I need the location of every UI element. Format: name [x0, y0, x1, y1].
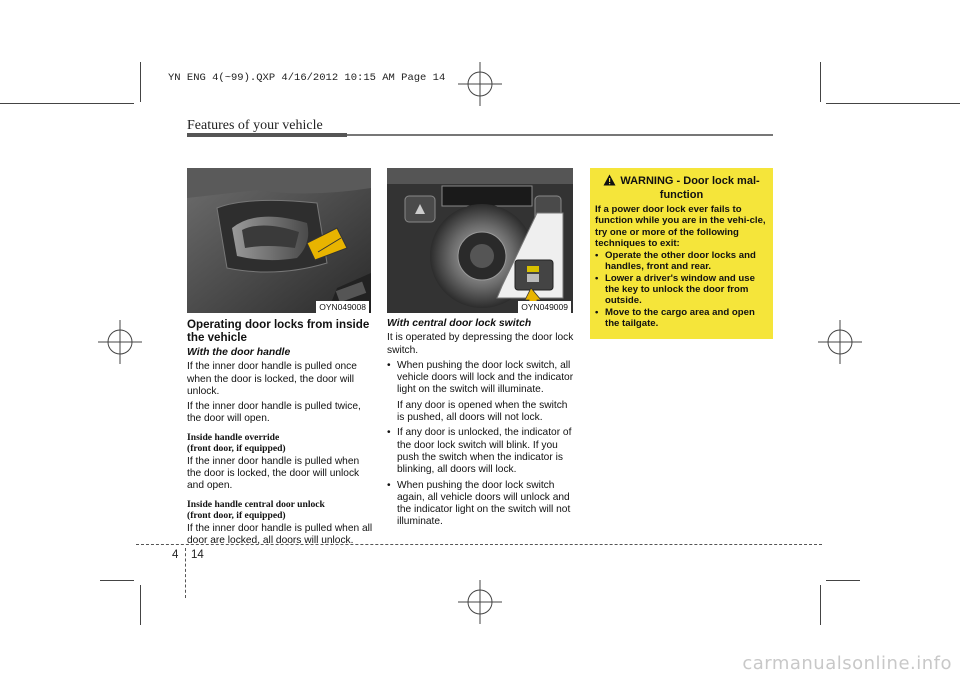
warning-intro: If a power door lock ever fails to function while you are in the vehi-cle, try one or more of the following techniques to exit:	[595, 204, 766, 249]
warning-box	[590, 168, 773, 339]
footer-separator	[185, 548, 186, 598]
warning-body	[595, 204, 768, 329]
list-item: • Move to the cargo area and open the tailgate.	[595, 307, 768, 330]
door-handle-illustration	[187, 168, 371, 313]
footer-rule	[136, 544, 822, 545]
crop-mark	[820, 62, 821, 102]
crop-mark	[100, 580, 134, 581]
crop-mark	[826, 580, 860, 581]
central-lock-list	[387, 360, 575, 529]
crop-mark	[0, 103, 134, 104]
door-handle-photo	[187, 168, 371, 313]
subheading-door-handle: With the door handle	[187, 347, 291, 358]
crop-mark	[140, 585, 141, 625]
list-item: • When pushing the door lock switch, all vehicle doors will lock and the indicator light on the switch will illuminate. If any door is opened when the switch is pushed, all doors will not lock.	[387, 360, 575, 424]
crop-mark	[140, 62, 141, 102]
chapter-number: 4	[172, 549, 179, 561]
warning-triangle-icon	[603, 174, 616, 189]
heading-inside-handle-override: Inside handle override (front door, if equipped)	[187, 431, 286, 454]
print-slug: YN ENG 4(~99).QXP 4/16/2012 10:15 AM Page 14	[168, 72, 446, 84]
registration-mark-top	[458, 62, 502, 106]
paragraph: If the inner door handle is pulled when all door are locked, all doors will unlock.	[187, 522, 373, 546]
console-illustration	[387, 168, 573, 313]
console-switch-photo	[387, 168, 573, 313]
paragraph: If the inner door handle is pulled when the door is locked, the door will unlock and open.	[187, 455, 360, 492]
crop-mark	[820, 585, 821, 625]
figure-code: OYN049008	[316, 301, 369, 313]
registration-mark-bottom	[458, 580, 502, 624]
heading-door-locks-inside: Operating door locks from inside the vehicle	[187, 318, 370, 344]
paragraph: If the inner door handle is pulled once when the door is locked, the door will unlock.	[187, 361, 357, 397]
warning-title: WARNING - Door lock mal- function	[595, 174, 768, 201]
middle-column	[387, 318, 575, 532]
figure-code: OYN049009	[518, 301, 571, 313]
paragraph: If the inner door handle is pulled twice, the door will open.	[187, 401, 361, 425]
list-item: • When pushing the door lock switch again, all vehicle doors will unlock and the indicator light on the switch will not illuminate.	[387, 480, 575, 529]
heading-central-door-unlock: Inside handle central door unlock (front door, if equipped)	[187, 498, 325, 521]
list-item: • Lower a driver's window and use the key to unlock the door from outside.	[595, 273, 768, 307]
registration-mark-right	[818, 320, 862, 364]
crop-mark	[826, 103, 960, 104]
list-item-extra: If any door is opened when the switch is pushed, all doors will not lock.	[397, 399, 568, 424]
paragraph: It is operated by depressing the door lock switch.	[387, 332, 574, 356]
watermark: carmanualsonline.info	[742, 653, 952, 674]
section-title: Features of your vehicle	[187, 118, 323, 133]
registration-mark-left	[98, 320, 142, 364]
header-rule-tab	[187, 133, 347, 137]
subheading-central-lock-switch: With central door lock switch	[387, 318, 532, 329]
page-number: 14	[191, 549, 204, 561]
left-column	[187, 318, 373, 550]
list-item: • Operate the other door locks and handles, front and rear.	[595, 250, 768, 273]
warning-list	[595, 250, 768, 329]
list-item: • If any door is unlocked, the indicator of the door lock switch will blink. If you push the switch when the indicator is blinking, all doors will lock.	[387, 427, 575, 476]
